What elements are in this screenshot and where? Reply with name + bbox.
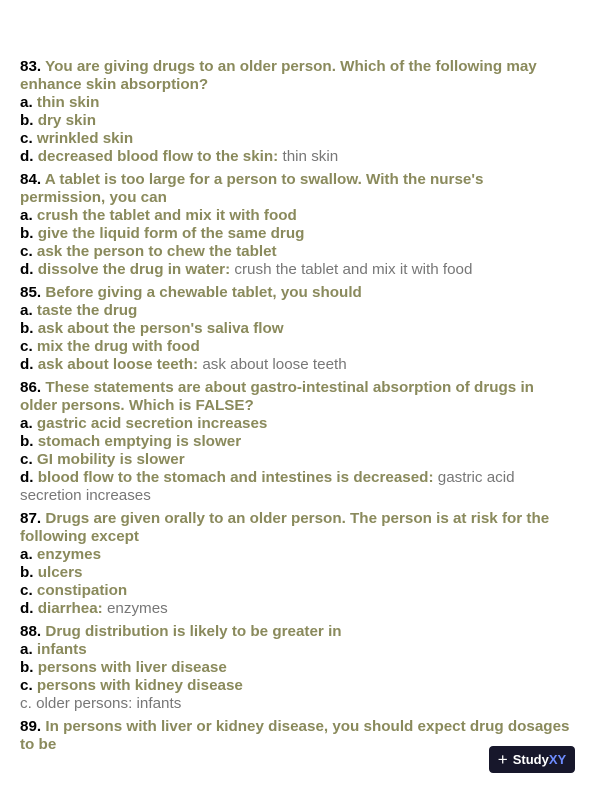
question-88 bbox=[20, 623, 572, 713]
option-text: wrinkled skin bbox=[36, 130, 134, 147]
option-text: crush the tablet and mix it with food bbox=[36, 207, 297, 224]
badge-label bbox=[513, 751, 566, 769]
badge-label-study: Study bbox=[512, 751, 549, 767]
option-letter: d. bbox=[20, 148, 34, 165]
option-text: persons with kidney disease bbox=[36, 677, 243, 694]
question-86 bbox=[20, 379, 572, 505]
option-letter: a. bbox=[20, 302, 33, 319]
option-text: constipation bbox=[36, 582, 128, 599]
option-text: taste the drug bbox=[36, 302, 138, 319]
question-text bbox=[20, 510, 572, 546]
option-letter: b. bbox=[20, 433, 34, 450]
option bbox=[20, 207, 572, 225]
option-letter: d. bbox=[20, 356, 34, 373]
option-letter: b. bbox=[20, 659, 34, 676]
quiz-content bbox=[20, 58, 572, 759]
option-letter: d. bbox=[20, 469, 34, 486]
option-text: ask about loose teeth: bbox=[37, 356, 199, 373]
question-prompt: Before giving a chewable tablet, you should bbox=[45, 284, 362, 301]
option bbox=[20, 356, 572, 374]
question-83 bbox=[20, 58, 572, 166]
question-prompt: Drugs are given orally to an older person. The person is at risk for the following except bbox=[20, 510, 550, 545]
plus-icon: + bbox=[497, 750, 508, 769]
option-letter: b. bbox=[20, 320, 34, 337]
option bbox=[20, 320, 572, 338]
question-84 bbox=[20, 171, 572, 279]
question-number: 83. bbox=[20, 58, 42, 75]
option bbox=[20, 677, 572, 695]
option bbox=[20, 148, 572, 166]
option-letter: c. bbox=[20, 677, 33, 694]
answer-text: ask about loose teeth bbox=[202, 356, 347, 373]
option-text: blood flow to the stomach and intestines is decreased: bbox=[37, 469, 434, 486]
question-text bbox=[20, 284, 572, 302]
question-text bbox=[20, 623, 572, 641]
answer-text: infants bbox=[136, 695, 182, 712]
option-text: thin skin bbox=[36, 94, 100, 111]
option bbox=[20, 469, 572, 505]
option-letter: c. bbox=[20, 582, 33, 599]
option bbox=[20, 415, 572, 433]
option bbox=[20, 641, 572, 659]
option-text: ask the person to chew the tablet bbox=[36, 243, 277, 260]
question-text bbox=[20, 58, 572, 94]
option-text: dry skin bbox=[37, 112, 96, 129]
question-number: 87. bbox=[20, 510, 42, 527]
question-85 bbox=[20, 284, 572, 374]
option bbox=[20, 564, 572, 582]
option-letter: d. bbox=[20, 600, 34, 617]
question-number: 88. bbox=[20, 623, 42, 640]
badge-label-xy: XY bbox=[548, 751, 567, 767]
option-letter: b. bbox=[20, 112, 34, 129]
option bbox=[20, 433, 572, 451]
option-text: stomach emptying is slower bbox=[37, 433, 242, 450]
option bbox=[20, 225, 572, 243]
option-text: diarrhea: bbox=[37, 600, 103, 617]
option-letter: c. bbox=[20, 130, 33, 147]
answer-text: thin skin bbox=[282, 148, 339, 165]
option-letter: c. bbox=[20, 695, 32, 712]
option-letter: a. bbox=[20, 94, 33, 111]
question-prompt: You are giving drugs to an older person. Which of the following may enhance skin absorption? bbox=[20, 58, 537, 93]
option bbox=[20, 261, 572, 279]
option-letter: a. bbox=[20, 207, 33, 224]
option-text: ulcers bbox=[37, 564, 83, 581]
option-text: persons with liver disease bbox=[37, 659, 227, 676]
answer-text: crush the tablet and mix it with food bbox=[234, 261, 473, 278]
answer-text: gastric acid secretion increases bbox=[20, 469, 515, 504]
option-letter: d. bbox=[20, 261, 34, 278]
option-letter: a. bbox=[20, 415, 33, 432]
option-text: mix the drug with food bbox=[36, 338, 200, 355]
question-prompt: Drug distribution is likely to be greater in bbox=[45, 623, 342, 640]
question-text bbox=[20, 379, 572, 415]
question-prompt: A tablet is too large for a person to swallow. With the nurse's permission, you can bbox=[20, 171, 484, 206]
option-text: dissolve the drug in water: bbox=[37, 261, 231, 278]
option-text: gastric acid secretion increases bbox=[36, 415, 268, 432]
option bbox=[20, 451, 572, 469]
option bbox=[20, 243, 572, 261]
option-text: ask about the person's saliva flow bbox=[37, 320, 284, 337]
question-number: 84. bbox=[20, 171, 42, 188]
option-letter: b. bbox=[20, 564, 34, 581]
option bbox=[20, 659, 572, 677]
option-text: give the liquid form of the same drug bbox=[37, 225, 305, 242]
option-letter: c. bbox=[20, 338, 33, 355]
studyxy-badge[interactable] bbox=[489, 746, 575, 773]
question-number: 89. bbox=[20, 718, 42, 735]
option bbox=[20, 546, 572, 564]
question-number: 85. bbox=[20, 284, 42, 301]
question-prompt: In persons with liver or kidney disease, you should expect drug dosages to be bbox=[20, 718, 570, 753]
option-text: decreased blood flow to the skin: bbox=[37, 148, 279, 165]
option bbox=[20, 338, 572, 356]
question-text bbox=[20, 171, 572, 207]
option-letter: c. bbox=[20, 243, 33, 260]
option-letter: b. bbox=[20, 225, 34, 242]
option bbox=[20, 600, 572, 618]
option-text: older persons: bbox=[36, 695, 133, 712]
question-87 bbox=[20, 510, 572, 618]
option bbox=[20, 112, 572, 130]
question-number: 86. bbox=[20, 379, 42, 396]
option-letter: c. bbox=[20, 451, 33, 468]
option bbox=[20, 302, 572, 320]
option-text: GI mobility is slower bbox=[36, 451, 185, 468]
option bbox=[20, 94, 572, 112]
option-text: enzymes bbox=[36, 546, 102, 563]
option bbox=[20, 582, 572, 600]
option bbox=[20, 695, 572, 713]
question-prompt: These statements are about gastro-intestinal absorption of drugs in older persons. Which is FALSE? bbox=[20, 379, 534, 414]
option-text: infants bbox=[36, 641, 87, 658]
option-letter: a. bbox=[20, 546, 33, 563]
answer-text: enzymes bbox=[106, 600, 168, 617]
option bbox=[20, 130, 572, 148]
option-letter: a. bbox=[20, 641, 33, 658]
